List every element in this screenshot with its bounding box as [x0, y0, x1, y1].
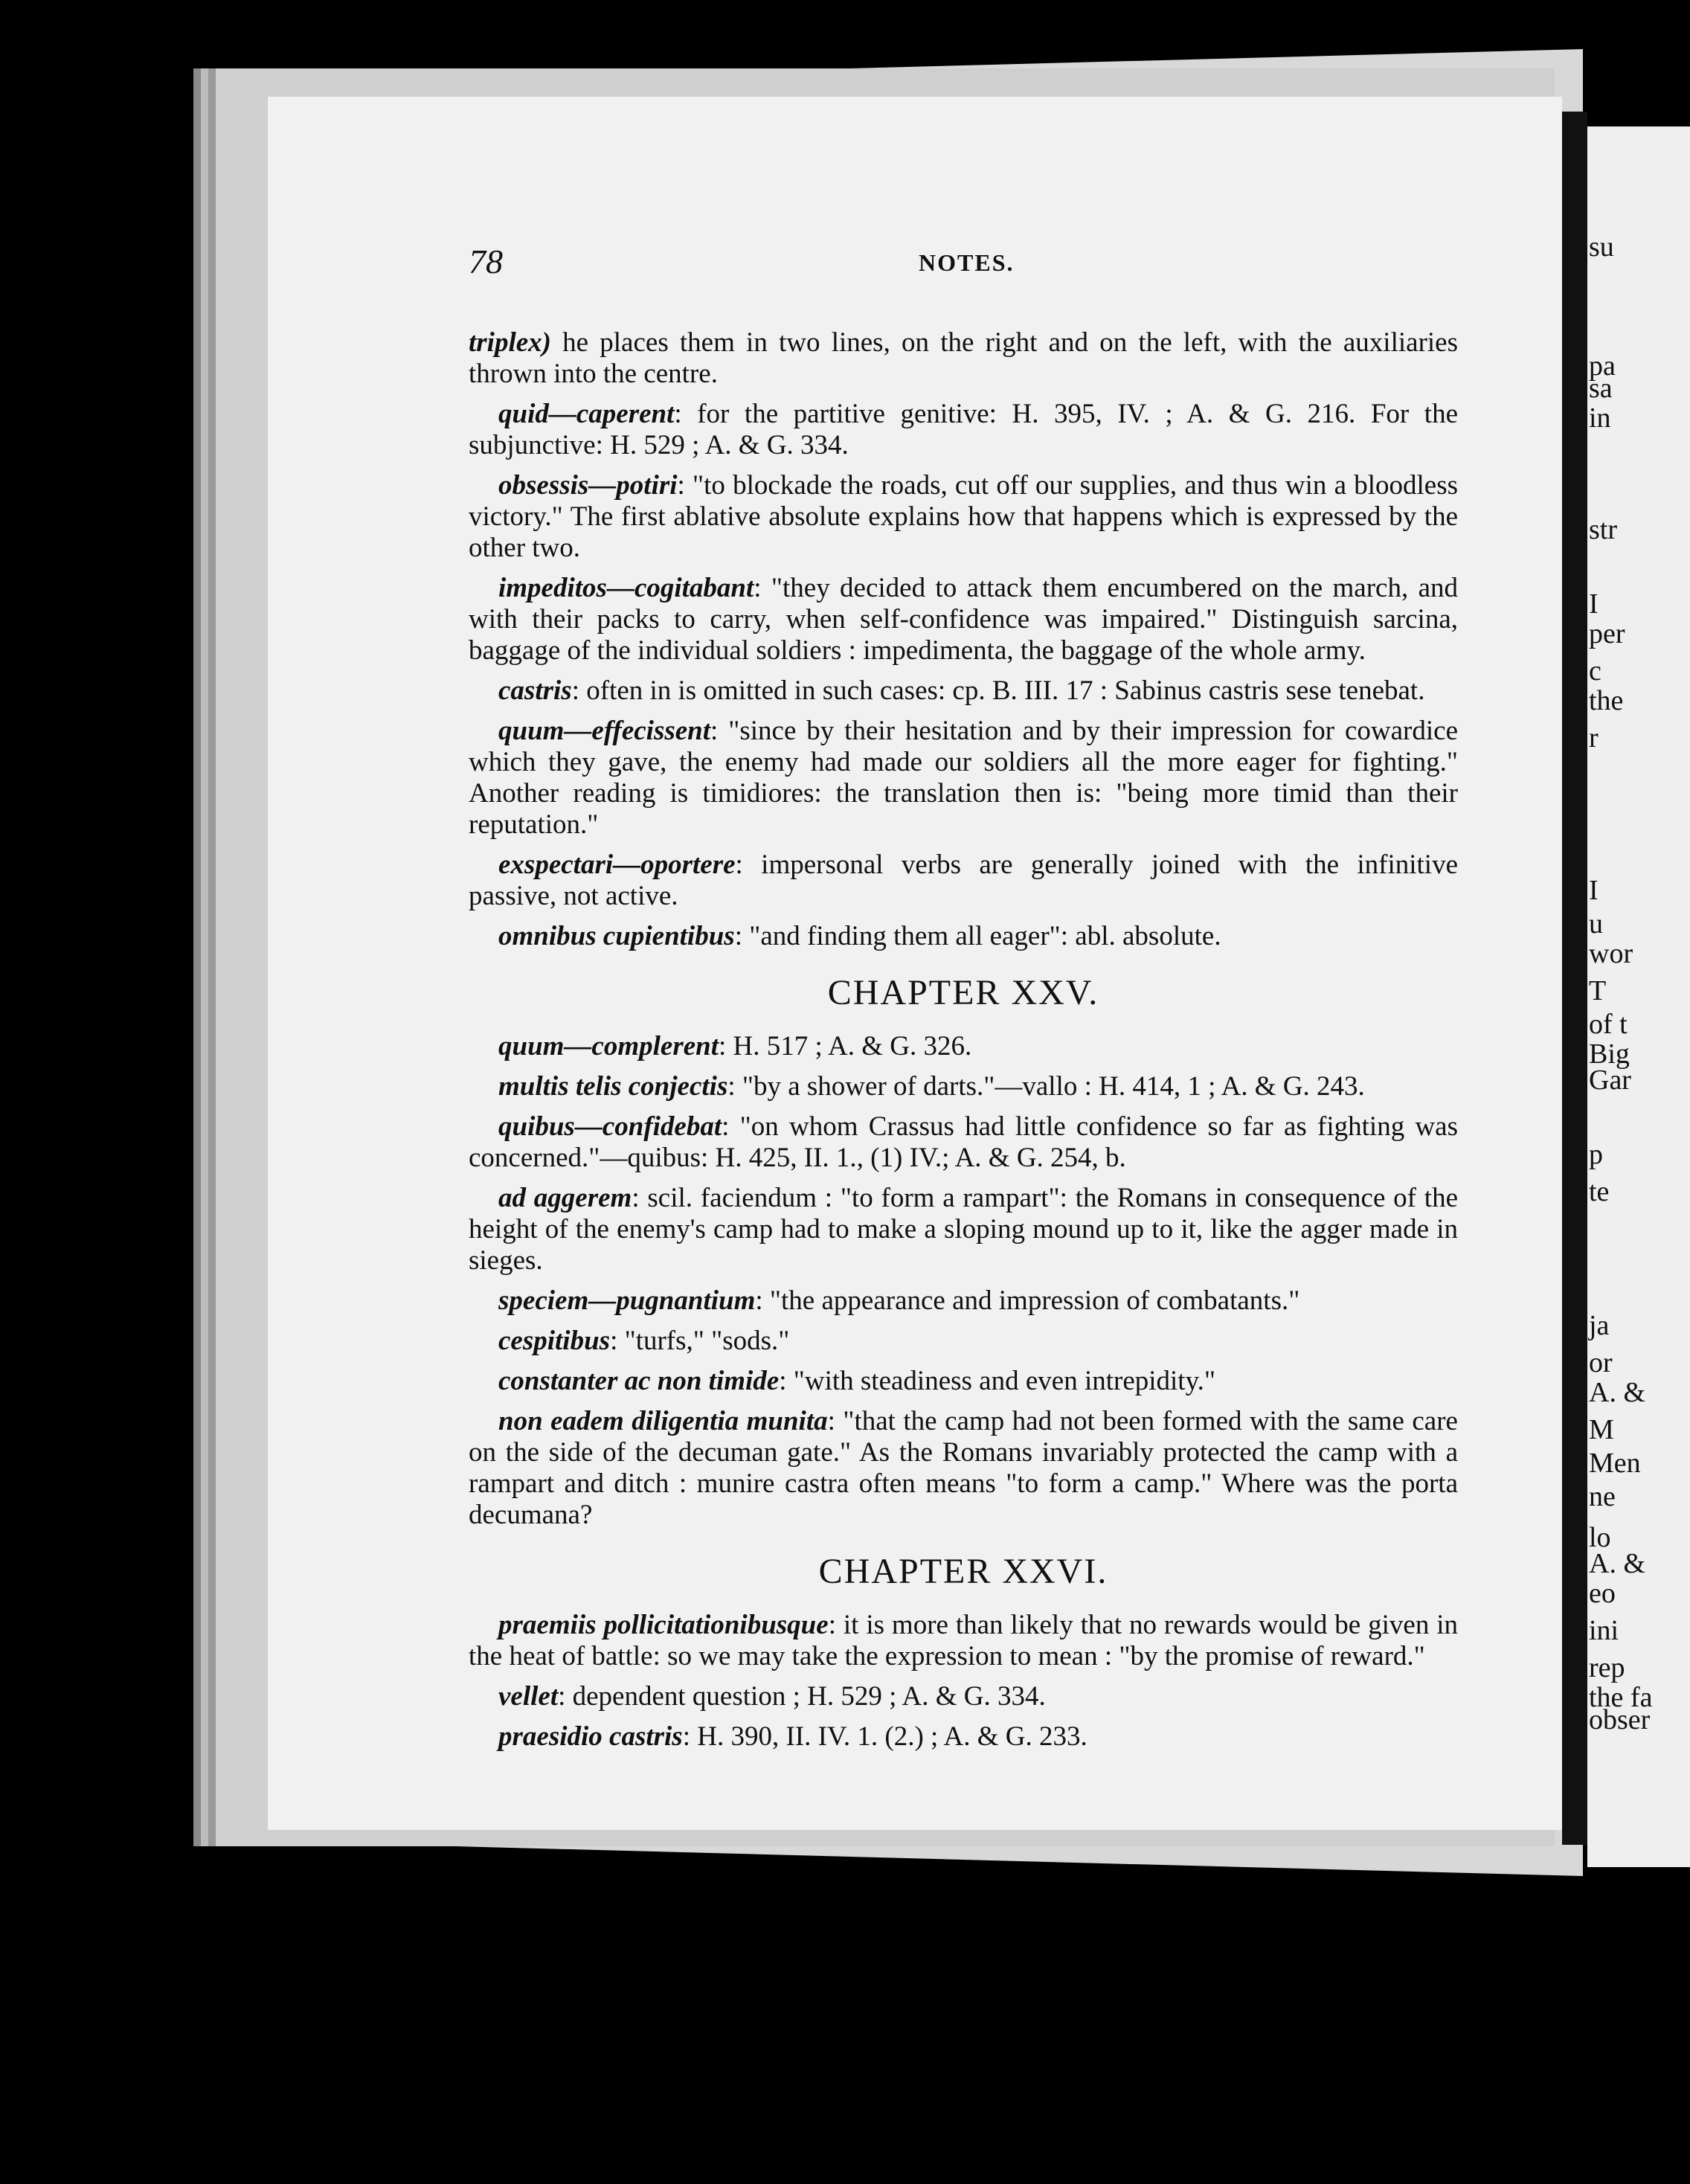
facing-page-fragment: of t [1589, 1009, 1628, 1040]
facing-page-fragment: obser [1589, 1704, 1651, 1735]
note-paragraph [469, 1111, 1458, 1174]
facing-page-fragment: r [1589, 722, 1599, 754]
facing-page-fragment: str [1589, 514, 1617, 545]
note-lemma: castris [498, 675, 572, 706]
facing-page-fragment: ini [1589, 1615, 1619, 1646]
note-text: : "and finding them all eager": abl. absolute. [734, 921, 1221, 951]
notes-body [469, 327, 1458, 1761]
note-paragraph [469, 1610, 1458, 1672]
facing-page-fragment: te [1589, 1176, 1610, 1207]
facing-page-fragment: Big [1589, 1038, 1630, 1070]
note-text: : "to blockade the roads, cut off our supplies, and thus win a bloodless victory." The first ablative absolute explains how that happens which is expressed by the other two. [469, 470, 1458, 563]
note-lemma: quid—caperent [498, 399, 675, 429]
note-text: : "with steadiness and even intrepidity." [779, 1366, 1216, 1396]
note-lemma: quibus—confidebat [498, 1111, 722, 1142]
facing-page-fragment: T [1589, 975, 1607, 1006]
note-lemma: praemiis pollicitationibusque [498, 1610, 829, 1640]
facing-page-fragment: A. & [1589, 1377, 1645, 1408]
note-text: : "on whom Crassus had little confidence so far as fighting was concerned."—quibus: H. 425, II. 1., (1) IV.; A. & G. 254, b. [469, 1111, 1458, 1173]
facing-page-fragment: lo [1589, 1522, 1611, 1553]
facing-page-fragment: sa [1589, 373, 1613, 404]
facing-page-fragment: or [1589, 1347, 1613, 1378]
note-paragraph [469, 399, 1458, 461]
note-paragraph [469, 1071, 1458, 1102]
note-text: : for the partitive genitive: H. 395, IV. ; A. & G. 216. For the subjunctive: H. 529 ; A. & G. 334. [469, 399, 1458, 460]
note-text: : "by a shower of darts."—vallo : H. 414, 1 ; A. & G. 243. [727, 1071, 1365, 1102]
note-lemma: quum—complerent [498, 1031, 719, 1062]
note-text: : scil. faciendum : "to form a rampart": the Romans in consequence of the height of the enemy's camp had to make a sloping mound up to it, like the agger made in sieges. [469, 1183, 1458, 1276]
note-lemma: non eadem diligentia munita [498, 1406, 828, 1436]
facing-page-fragment: rep [1589, 1652, 1625, 1683]
facing-page-fragment: p [1589, 1139, 1603, 1170]
page-number: 78 [469, 243, 503, 280]
note-text: he places them in two lines, on the right and on the left, with the auxiliaries thrown into the centre. [469, 327, 1458, 389]
facing-page-fragment: per [1589, 618, 1625, 649]
facing-page-fragment: wor [1589, 938, 1633, 969]
facing-page-fragment: eo [1589, 1578, 1616, 1609]
note-paragraph [469, 1406, 1458, 1531]
note-paragraph [469, 470, 1458, 564]
facing-page-fragment: I [1589, 875, 1599, 906]
note-paragraph [469, 849, 1458, 912]
note-text: : often in is omitted in such cases: cp. B. III. 17 : Sabinus castris sese tenebat. [571, 675, 1425, 706]
note-paragraph [469, 1721, 1458, 1753]
running-head: NOTES. [919, 249, 1015, 276]
note-lemma: omnibus cupientibus [498, 921, 735, 951]
note-paragraph [469, 1031, 1458, 1062]
note-text: : "the appearance and impression of combatants." [755, 1285, 1300, 1316]
facing-page-fragment: I [1589, 588, 1599, 620]
facing-page-fragment: M [1589, 1414, 1614, 1445]
note-text: : dependent question ; H. 529 ; A. & G. 334. [558, 1681, 1046, 1712]
note-text: : H. 517 ; A. & G. 326. [719, 1031, 972, 1062]
chapter-heading: CHAPTER XXV. [827, 973, 1099, 1012]
note-paragraph [469, 1366, 1458, 1397]
facing-page-fragment: ja [1589, 1310, 1610, 1341]
note-lemma: constanter ac non timide [498, 1366, 780, 1396]
note-paragraph [469, 921, 1458, 952]
note-lemma: praesidio castris [498, 1721, 683, 1752]
facing-page [1587, 126, 1690, 1867]
note-text: : "that the camp had not been formed with the same care on the side of the decuman gate." As the Romans invariably protected the camp with a rampart and ditch : munire castra often means "to form a camp." Where was the porta decumana? [469, 1406, 1458, 1530]
facing-page-fragment: in [1589, 402, 1611, 434]
note-paragraph [469, 327, 1458, 390]
note-text: : impersonal verbs are generally joined with the infinitive passive, not active. [469, 849, 1458, 911]
facing-page-fragment: su [1589, 231, 1614, 263]
note-paragraph [469, 1285, 1458, 1317]
note-paragraph [469, 1183, 1458, 1276]
note-lemma: ad aggerem [498, 1183, 632, 1213]
note-text: : "since by their hesitation and by their impression for cowardice which they gave, the enemy had made our soldiers all the more eager for fighting." Another reading is timidiores: the translation then is: "being more timid than their reputation." [469, 716, 1458, 840]
note-lemma: multis telis conjectis [498, 1071, 728, 1102]
note-text: : "they decided to attack them encumbered on the march, and with their packs to carry, when self-confidence was impaired." Distinguish sarcina, baggage of the individual soldiers : impedimenta, the baggage of the whole army. [469, 573, 1458, 666]
note-lemma: exspectari—oportere [498, 849, 736, 880]
note-paragraph [469, 573, 1458, 667]
note-paragraph [469, 675, 1458, 707]
facing-page-fragment: A. & [1589, 1548, 1645, 1579]
note-text: : "turfs," "sods." [610, 1326, 790, 1356]
note-lemma: quum—effecissent [498, 716, 711, 746]
note-lemma: vellet [498, 1681, 559, 1712]
page-header [469, 242, 1458, 286]
facing-page-fragment: c [1589, 655, 1601, 687]
note-lemma: speciem—pugnantium [498, 1285, 756, 1316]
note-text: : H. 390, II. IV. 1. (2.) ; A. & G. 233. [682, 1721, 1087, 1752]
note-paragraph [469, 1681, 1458, 1712]
note-paragraph [469, 716, 1458, 841]
facing-page-fragment: u [1589, 908, 1603, 940]
note-paragraph [469, 1326, 1458, 1357]
note-lemma: impeditos—cogitabant [498, 573, 754, 603]
facing-page-fragment: Gar [1589, 1064, 1631, 1096]
book-gutter [1562, 112, 1587, 1845]
note-text: : it is more than likely that no rewards would be given in the heat of battle: so we may take the expression to mean : "by the promise of reward." [469, 1610, 1459, 1671]
note-lemma: triplex) [469, 327, 551, 358]
facing-page-fragment: the [1589, 685, 1624, 716]
facing-page-fragment: pa [1589, 350, 1616, 382]
chapter-heading: CHAPTER XXVI. [818, 1552, 1108, 1591]
facing-page-fragment: the fa [1589, 1682, 1653, 1713]
facing-page-fragment: ne [1589, 1481, 1616, 1512]
note-lemma: obsessis—potiri [498, 470, 678, 501]
note-lemma: cespitibus [498, 1326, 611, 1356]
facing-page-fragment: Men [1589, 1448, 1641, 1479]
